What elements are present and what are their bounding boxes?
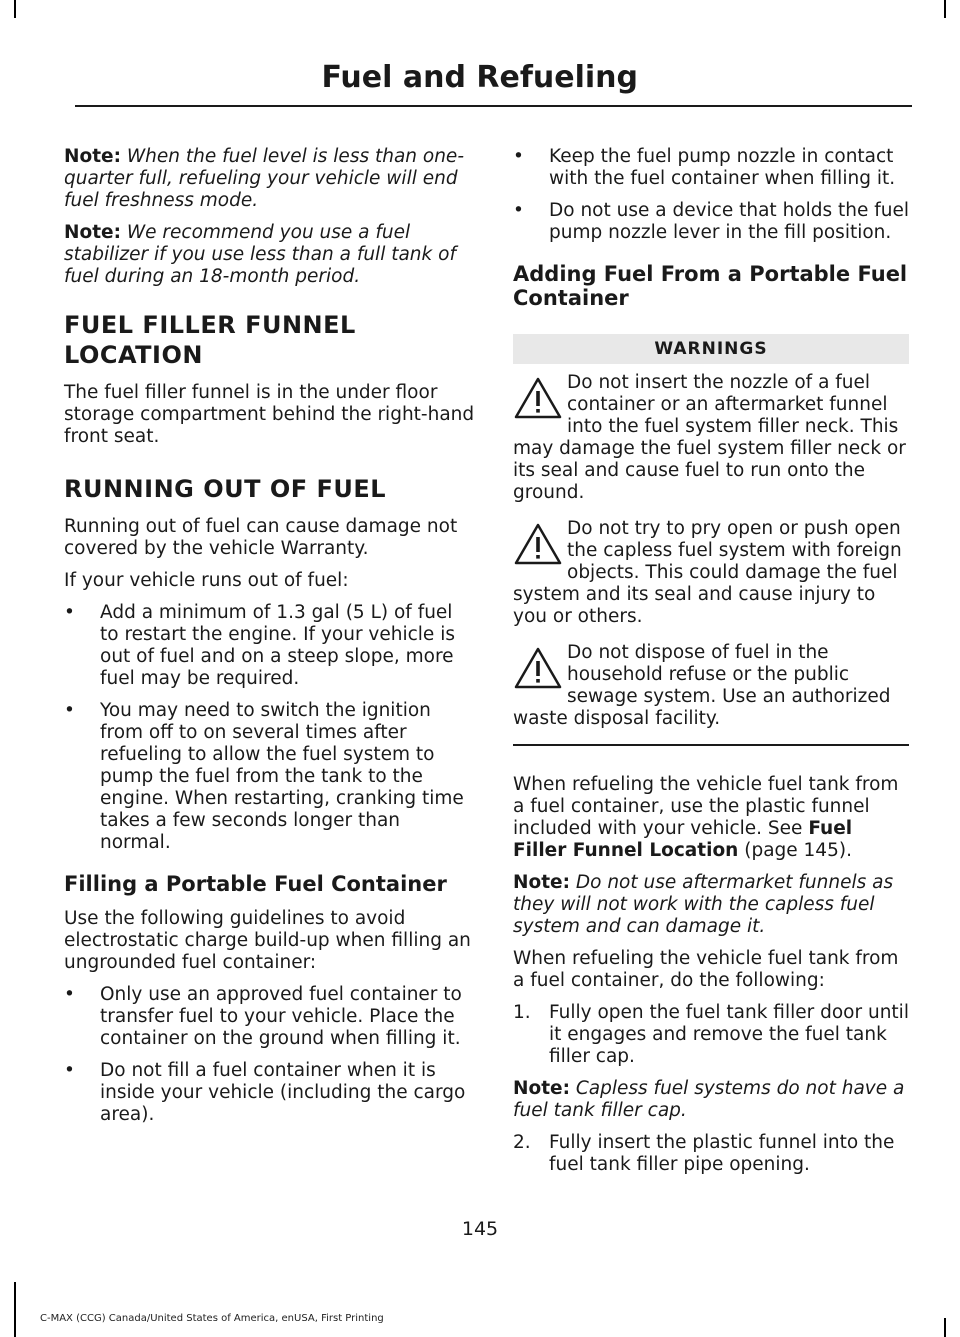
list-item [64,602,476,690]
note-aftermarket-funnels [513,872,909,938]
crop-mark-bottom-left [14,1282,16,1337]
warning-text: Do not insert the nozzle of a fuel container or an aftermarket funnel into the fuel system filler neck. This may damage the fuel system filler neck or its seal and cause fuel to run onto the ground. [513,372,906,503]
warning-triangle-icon [513,522,563,566]
warning-triangle-icon [513,376,563,420]
page-reference: (page 145). [744,840,852,861]
warnings-header: WARNINGS [513,334,909,364]
list-item-text: Do not fill a fuel container when it is inside your vehicle (including the cargo area). [100,1060,466,1125]
list-item [64,984,476,1050]
list-item [513,146,909,190]
heading-adding-fuel-portable-container: Adding Fuel From a Portable Fuel Container [513,262,908,310]
warning-text: Do not dispose of fuel in the household refuse or the public sewage system. Use an authorized waste disposal facility. [513,642,891,729]
heading-filling-portable-container: Filling a Portable Fuel Container [64,872,447,896]
warning-item [513,372,909,504]
list-item-text: Only use an approved fuel container to transfer fuel to your vehicle. Place the container on the ground when filling it. [100,984,462,1049]
note-text: Do not use aftermarket funnels as they will not work with the capless fuel system and can damage it. [513,872,894,937]
body-text: When refueling the vehicle fuel tank from a fuel container, use the plastic funnel included with your vehicle. See [513,774,899,839]
list-item [64,700,476,854]
filling-body: Use the following guidelines to avoid electrostatic charge build-up when filling an ungrounded fuel container: [64,908,471,973]
bullet-marker: • [64,984,75,1005]
note-label: Note: [64,146,121,167]
right-column [513,146,909,1186]
funnel-location-text: The fuel filler funnel is in the under floor storage compartment behind the right-hand front seat. [64,382,475,447]
warning-text: Do not try to pry open or push open the capless fuel system with foreign objects. This could damage the fuel system and its seal and cause injury to you or others. [513,518,902,627]
container-list-continued [513,146,909,244]
bullet-marker: • [64,602,75,623]
step-text: Fully insert the plastic funnel into the fuel tank filler pipe opening. [549,1132,895,1175]
bullet-marker: • [64,700,75,721]
crop-mark-bottom-right [944,1318,946,1337]
filling-list [64,984,476,1126]
note-label: Note: [513,872,570,893]
warning-item [513,642,909,730]
list-item [513,200,909,244]
refuel-steps-intro: When refueling the vehicle fuel tank from a fuel container, do the following: [513,948,899,991]
page-number: 145 [461,1218,499,1240]
list-item-text: Add a minimum of 1.3 gal (5 L) of fuel to restart the engine. If your vehicle is out of fuel and on a steep slope, more fuel may be required. [100,602,455,689]
running-out-body: Running out of fuel can cause damage not covered by the vehicle Warranty. [64,516,458,559]
step-number: 2. [513,1132,531,1153]
note-text: When the fuel level is less than one-quarter full, refueling your vehicle will end fuel freshness mode. [64,146,464,211]
refuel-steps-list [513,1002,909,1068]
note-fuel-stabilizer [64,222,476,288]
footer-edition-text: C-MAX (CCG) Canada/United States of America, enUSA, First Printing [40,1313,384,1324]
page-title: Fuel and Refueling [321,60,638,95]
step-text: Fully open the fuel tank filler door until it engages and remove the fuel tank filler cap. [549,1002,909,1067]
note-fuel-freshness [64,146,476,212]
step-item [513,1132,909,1176]
note-capless-systems [513,1078,909,1122]
header-rule [75,105,912,107]
warning-triangle-icon [513,646,563,690]
list-item [64,1060,476,1126]
crop-mark-top-right [944,0,946,18]
step-item [513,1002,909,1068]
note-label: Note: [64,222,121,243]
note-text: Capless fuel systems do not have a fuel tank filler cap. [513,1078,905,1121]
running-out-intro: If your vehicle runs out of fuel: [64,570,349,591]
refuel-steps-list [513,1132,909,1176]
heading-running-out-of-fuel: RUNNING OUT OF FUEL [64,475,387,503]
heading-line: LOCATION [64,341,203,369]
list-item-text: Keep the fuel pump nozzle in contact with the fuel container when filling it. [549,146,896,189]
warnings-end-rule [513,744,909,746]
note-text: We recommend you use a fuel stabilizer if you use less than a full tank of fuel during an 18-month period. [64,222,456,287]
list-item-text: Do not use a device that holds the fuel pump nozzle lever in the fill position. [549,200,910,243]
crop-mark-top-left [14,0,16,18]
left-column [64,146,476,1136]
warning-item [513,518,909,628]
step-number: 1. [513,1002,531,1023]
note-label: Note: [513,1078,570,1099]
heading-fuel-filler-funnel-location [64,310,476,370]
bullet-marker: • [513,200,524,221]
bullet-marker: • [64,1060,75,1081]
refuel-from-container-text [513,774,909,862]
running-out-list [64,602,476,854]
heading-line: FUEL FILLER FUNNEL [64,311,356,339]
bullet-marker: • [513,146,524,167]
list-item-text: You may need to switch the ignition from off to on several times after refueling to allow the fuel system to pump the fuel from the tank to the engine. When restarting, cranking time takes a few seconds longer than normal. [100,700,464,853]
cross-reference-link[interactable]: Fuel Filler Funnel Location [513,818,853,861]
